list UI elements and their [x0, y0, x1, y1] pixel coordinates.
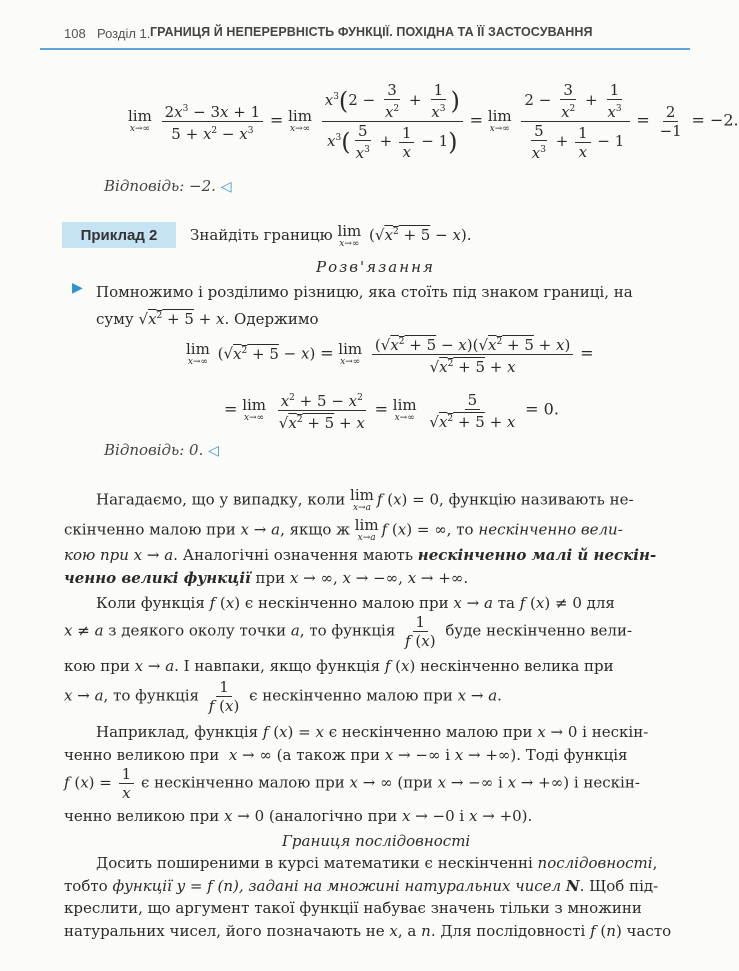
lim-operator: lim x→∞ — [128, 107, 152, 134]
end-triangle-icon: ◁ — [220, 179, 232, 195]
theory-line: x ≠ a з деякого околу точки a, то функція $\frac{1}{f (x)}$ буде нескінченно вели- — [64, 613, 633, 650]
theory-line: x → a, то функція $\frac{1}{f (x)}$ є нескінченно малою при x → a. — [64, 678, 502, 715]
fraction: $\frac{2x^3 - 3x + 1}{5 + x^2 - x^3}$ — [162, 101, 264, 142]
header-rule — [40, 48, 690, 50]
lim-operator: lim x→∞ — [242, 396, 267, 423]
lim-operator: lim x→∞ — [288, 107, 312, 134]
fraction: $\frac{(√x^2 + 5 - x)(√x^2 + 5 + x)}{√x^2 + 5 + x}$ — [372, 334, 573, 375]
solution-line-2: суму $√x^2 + 5 + x$. Одержимо — [96, 310, 319, 328]
formula-limit-1: lim x→∞ $\frac{2x^3 - 3x + 1}{5 + x^2 - x^3}$ = lim x→∞ $x^3(2$ − $\frac{3}{x^2}$ + $\frac{1}{x^3}$ ) $x^3$( $\frac{5}{x^3}$ + $\frac{1}{x}$ − 1) = lim x→∞ 2 − $\frac{3}{x^2}$ + $\frac{1}{x^3}$ $\frac{5}{x^3}$ + $\frac{1}{x}$ − 1 = $\frac{2}{-1}$ = −2. — [128, 81, 739, 162]
fraction: 2 − $\frac{3}{x^2}$ + $\frac{1}{x^3}$ $\frac{5}{x^3}$ + $\frac{1}{x}$ − 1 — [521, 82, 629, 161]
section-subtitle: Границя послідовності — [282, 832, 471, 850]
lim-operator: lim x→∞ — [338, 340, 363, 367]
theory-line: Досить поширеними в курсі математики є нескінченні послідовності, — [96, 854, 658, 872]
end-triangle-icon: ◁ — [208, 443, 219, 459]
lim-operator: lim x→∞ — [392, 396, 417, 423]
theory-line: кою при x → a. Аналогічні означення мають нескінченно малі й нескін- — [64, 546, 657, 564]
theory-line: скінченно малою при x → a, якщо ж lim x→a f (x) = ∞, то нескінченно вели- — [64, 516, 623, 543]
theory-line: кою при x → a. І навпаки, якщо функція f (x) нескінченно велика при — [64, 657, 614, 675]
solution-line-1: Помножимо і розділимо різницю, яка стоїть під знаком границі, на — [96, 283, 633, 301]
theory-line: Коли функція f (x) є нескінченно малою при x → a та f (x) ≠ 0 для — [96, 594, 615, 612]
page-number: 108 — [64, 26, 86, 41]
solution-marker-icon: ▶ — [72, 280, 83, 296]
formula-limit-2b: = lim x→∞ $\frac{x^2 + 5 - x^2}{√x^2 + 5 + x}$ = lim x→∞ $\frac{5}{√x^2 + 5 + x}$ = 0. — [224, 390, 559, 432]
theory-line: креслити, що аргумент такої функції набуває значень тільки з множини — [64, 899, 642, 917]
theory-line: f (x) = $\frac{1}{x}$ є нескінченно малою при x → ∞ (при x → −∞ і x → +∞) і нескін- — [64, 765, 640, 802]
theory-line: натуральних чисел, його позначають не x, а n. Для послідовності f (n) часто — [64, 922, 672, 940]
lim-operator: lim x→∞ — [487, 107, 512, 134]
theory-line: Нагадаємо, що у випадку, коли lim x→a f (x) = 0, функцію називають не- — [96, 486, 634, 513]
fraction: $\frac{5}{√x^2 + 5 + x}$ — [429, 390, 516, 431]
solution-title: Розв'язання — [316, 258, 435, 276]
fraction: $x^3(2$ − $\frac{3}{x^2}$ + $\frac{1}{x^3}$ ) $x^3$( $\frac{5}{x^3}$ + $\frac{1}{x}$ − 1) — [322, 82, 463, 161]
theory-line: ченно великою при x → 0 (аналогічно при x → −0 і x → +0). — [64, 807, 533, 825]
theory-line: ченно великою при x → ∞ (а також при x → −∞ і x → +∞). Тоді функція — [64, 746, 628, 764]
theory-line: Наприклад, функція f (x) = x є нескінченно малою при x → 0 і нескін- — [96, 723, 649, 741]
answer-1: Відповідь: −2. ◁ — [104, 177, 232, 195]
lim-operator: lim x→∞ — [186, 340, 210, 367]
answer-2: Відповідь: 0. ◁ — [104, 441, 219, 459]
theory-line: ченно великі функції при x → ∞, x → −∞, x → +∞. — [64, 569, 469, 587]
theory-line: тобто функції y = f (n), задані на множині натуральних чисел N. Щоб під- — [64, 877, 659, 895]
example-task: Знайдіть границю lim x→∞ $(√x^2 + 5 - x)$. — [190, 221, 472, 249]
section-label: Розділ 1. — [97, 26, 151, 41]
fraction: $\frac{x^2 + 5 - x^2}{√x^2 + 5 + x}$ — [278, 392, 365, 432]
example-badge: Приклад 2 — [62, 222, 176, 248]
formula-limit-2a: lim x→∞ $(√x^2 + 5 - x)$ = lim x→∞ $\frac{(√x^2 + 5 - x)(√x^2 + 5 + x)}{√x^2 + 5 + x}$ = — [186, 336, 594, 376]
lim-operator: lim x→∞ — [337, 221, 362, 249]
chapter-title: ГРАНИЦЯ Й НЕПЕРЕРВНІСТЬ ФУНКЦІЇ. ПОХІДНА ТА ЇЇ ЗАСТОСУВАННЯ — [150, 25, 593, 39]
